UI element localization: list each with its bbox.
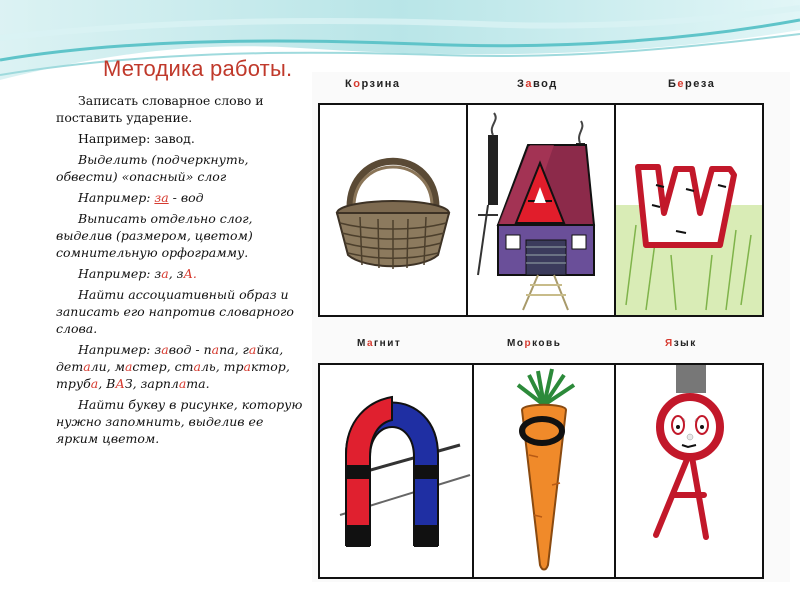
panel-basket [318,103,468,317]
underlined-syllable: за [154,190,169,205]
panel-birch [614,103,764,317]
method-text [56,92,306,451]
example-4-segment: А [115,376,125,391]
step-1: Записать словарное слово и поставить ударение. [56,93,264,125]
example-4-segment: а [83,359,91,374]
caption-bereza: Береза [668,78,716,90]
example-4-segment: а [90,376,99,391]
example-4-segment: ль, тр [200,359,244,374]
magnet-drawing [320,365,472,577]
carrot-drawing [474,365,614,577]
panel-carrot [472,363,616,579]
basket-drawing [320,105,466,315]
example-4-segment: стер, ст [132,359,194,374]
caption-korzina: Корзина [345,78,401,90]
example-4-segment: а [211,342,220,357]
example-4-segment: та. [186,376,210,391]
panel-factory [466,103,616,317]
panel-tongue [614,363,764,579]
tongue-drawing [616,365,762,577]
example-4-segment: а [124,359,133,374]
panel-magnet [318,363,474,579]
birch-drawing [616,105,762,315]
example-1: Например: завод. [78,131,195,146]
example-4-segment: йка, дет [56,342,284,374]
example-2: Например: за - вод [78,190,204,205]
example-4-segment: ктор, труб [56,359,290,391]
step-3: Выписать отдельно слог, выделив (размером, цветом) сомнительную орфограмму. [56,211,253,260]
example-3: Например: за, зА. [78,266,197,281]
example-4-segment: а [161,342,169,357]
example-4-segment: а [193,359,201,374]
example-4-segment: па, г [219,342,249,357]
caption-yazyk: Язык [665,338,697,349]
step-5: Найти букву в рисунке, которую нужно запомнить, выделив ее ярким цветом. [56,397,303,446]
example-4-segment: ли, м [90,359,125,374]
example-4-segment: вод - п [168,342,212,357]
example-4-segment: , В [98,376,116,391]
example-4-segment: а [178,376,187,391]
factory-drawing [468,105,614,315]
example-4-segment: а [248,342,257,357]
example-4 [56,341,306,392]
step-4: Найти ассоциативный образ и записать его напротив словарного слова. [56,287,294,336]
caption-magnit: Магнит [357,338,402,349]
page-title: Методика работы. [103,56,293,81]
caption-morkov: Морковь [507,338,562,349]
example-4-segment: Например: з [78,342,162,357]
example-4-segment: а [243,359,251,374]
step-2: Выделить (подчеркнуть, обвести) «опасный» слог [56,152,249,184]
caption-zavod: Завод [517,78,558,90]
example-4-segment: З, зарпл [124,376,179,391]
